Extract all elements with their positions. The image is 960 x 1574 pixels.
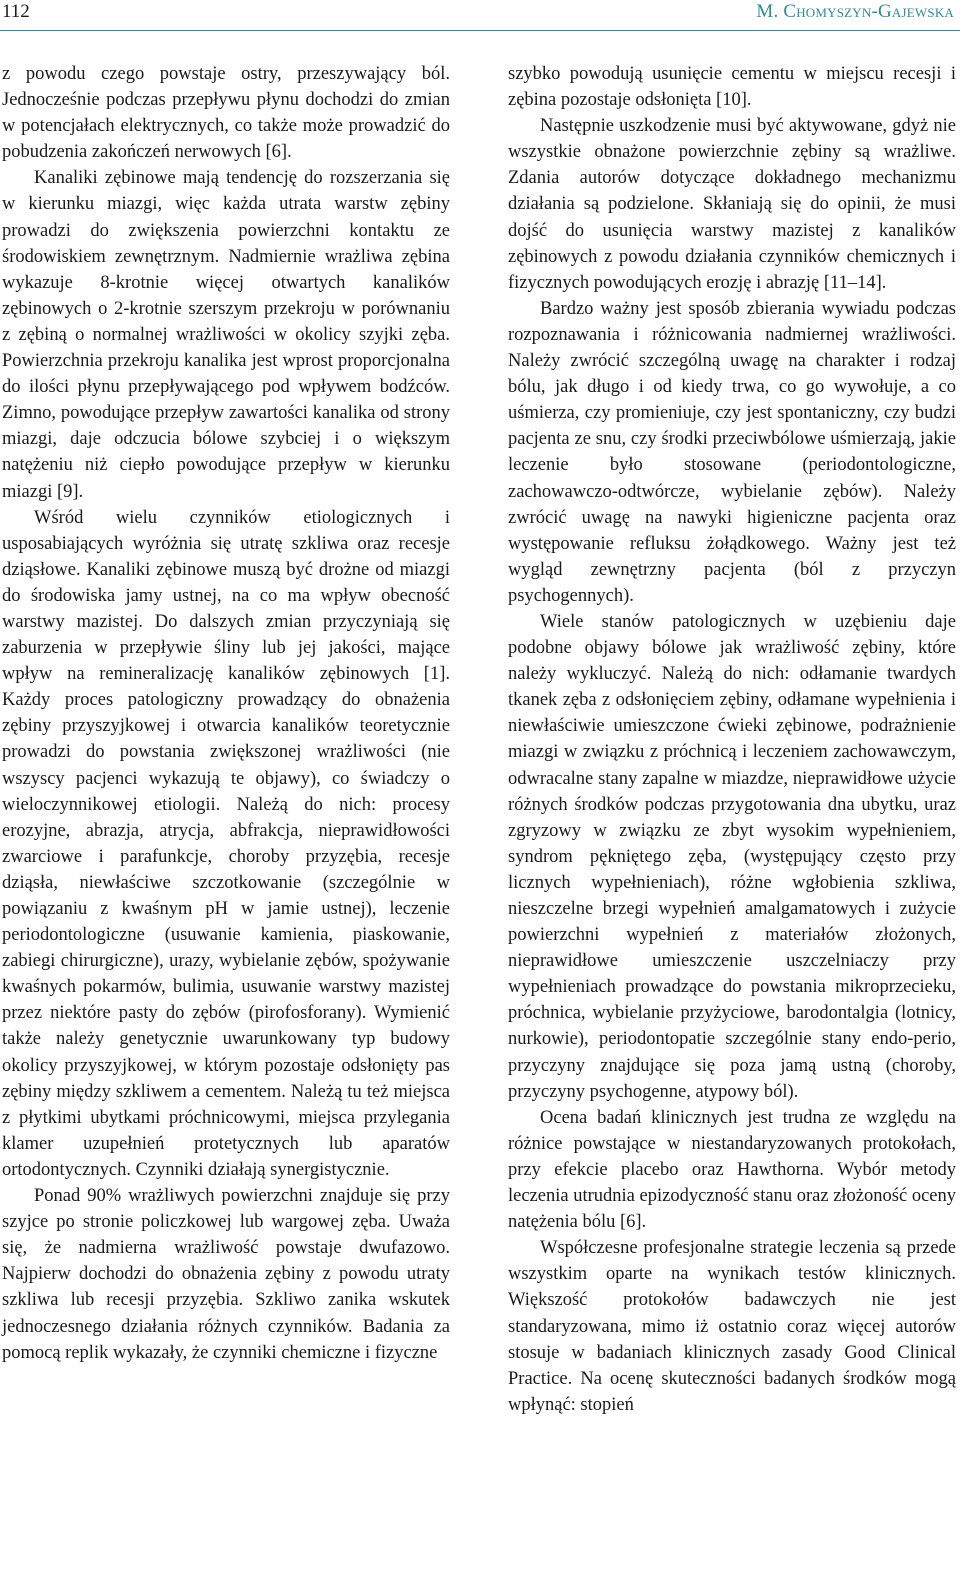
page-header	[0, 0, 960, 26]
paragraph: Ocena badań klinicznych jest trudna ze względu na różnice powstające w niestandaryzowanych protokołach, przy efekcie placebo oraz Hawthorna. Wybór metody leczenia utrudnia epizodyczność stanu oraz złożoność oceny natężenia bólu [6].	[508, 1107, 956, 1233]
paragraph: Ponad 90% wrażliwych powierzchni znajduje się przy szyjce po stronie policzkowej lub wargowej zęba. Uważa się, że nadmierna wrażliwość powstaje dwufazowo. Najpierw dochodzi do obnażenia zębiny z powodu utraty szkliwa lub recesji przyzębia. Szkliwo zanika wskutek jednoczesnego działania różnych czynników. Badania za pomocą replik wykazały, że czynniki chemiczne i fizyczne	[2, 1186, 450, 1363]
paragraph: szybko powodują usunięcie cementu w miejscu recesji i zębina pozostaje odsłonięta [10].	[508, 64, 956, 111]
paragraph: Współczesne profesjonalne strategie leczenia są przede wszystkim oparte na wynikach testów klinicznych. Większość protokołów badawczych nie jest standaryzowana, mimo iż ostatnio coraz więcej autorów stosuje w badaniach klinicznych zasady Good Clinical Practice. Na ocenę skuteczności badanych środków mogą wpłynąć: stopień	[508, 1238, 956, 1415]
paragraph: Wiele stanów patologicznych w uzębieniu daje podobne objawy bólowe jak wrażliwość zębiny, które należy wykluczyć. Należą do nich: odłamanie twardych tkanek zęba z odsłonięciem zębiny, odłamane wypełnienia i niewłaściwie umieszczone ćwieki zębinowe, podrażnienie miazgi w związku z próchnicą i leczeniem zachowawczym, odwracalne stany zapalne w miazdze, nieprawidłowe użycie różnych środków podczas przygotowania dna ubytku, uraz zgryzowy w związku ze zbyt wysokim wypełnieniem, syndrom pękniętego zęba, (występujący często przy licznych wypełnieniach), różne wgłobienia szkliwa, nieszczelne brzegi wypełnień amalgamatowych i zużycie powierzchni wypełnień z materiałów złożonych, nieprawidłowe umieszczenie uszczelniaczy przy wypełnieniach prowadzące do powstania mikroprzecieku, próchnica, wybielanie przyżyciowe, barodontalgia (lotnicy, nurkowie), periodontopatie szczególnie stany endo-perio, przyczyny znajdujące się poza jamą ustną (choroby, przyczyny psychogenne, atypowy ból).	[508, 611, 956, 1102]
header-rule	[0, 30, 960, 31]
paragraph: Bardzo ważny jest sposób zbierania wywiadu podczas rozpoznawania i różnicowania nadmiernej wrażliwości. Należy zwrócić szczególną uwagę na charakter i rodzaj bólu, jak długo i od kiedy trwa, co go wywołuje, a co uśmierza, czy promieniuje, czy jest spontaniczny, czy budzi pacjenta ze snu, czy środki przeciwbólowe uśmierzają, jakie leczenie było stosowane (periodontologiczne, zachowawczo-odtwórcze, wybielanie zębów). Należy zwrócić uwagę na nawyki higieniczne pacjenta oraz występowanie refluksu żołądkowego. Ważny jest też wygląd zewnętrzny pacjenta (ból z przyczyn psychogennych).	[508, 298, 956, 606]
right-column	[508, 61, 956, 1418]
paragraph: Wśród wielu czynników etiologicznych i usposabiających wyróżnia się utratę szkliwa oraz recesje dziąsłowe. Kanaliki zębinowe muszą być drożne od miazgi do środowiska jamy ustnej, na co ma wpływ obecność warstwy mazistej. Do dalszych zmian przyczyniają się zaburzenia w przepływie śliny lub jej jakości, mające wpływ na remineralizację kanalików zębinowych [1]. Każdy proces patologiczny prowadzący do obnażenia zębiny przyszyjkowej i otwarcia kanalików teoretycznie prowadzi do powstania zwiększonej wrażliwości (nie wszyscy pacjenci wykazują te objawy), co świadczy o wieloczynnikowej etiologii. Należą do nich: procesy erozyjne, abrazja, atrycja, abfrakcja, nieprawidłowości zwarciowe i parafunkcje, choroby przyzębia, recesje dziąsła, niewłaściwe szczotkowanie (szczególnie w powiązaniu z kwaśnym pH w jamie ustnej), leczenie periodontologiczne (usuwanie kamienia, piaskowanie, zabiegi chirurgiczne), urazy, wybielanie zębów, spożywanie kwaśnych pokarmów, bulimia, usuwanie warstwy mazistej przez niektóre pasty do zębów (pirofosforany). Wymienić także należy genetycznie uwarunkowany typ budowy okolicy przyszyjkowej, w którym pozostaje odsłonięty pas zębiny między szkliwem a cementem. Należą tu też miejsca z płytkimi ubytkami próchnicowymi, miejsca przylegania klamer uzupełnień protetycznych lub aparatów ortodontycznych. Czynniki działają synergistycznie.	[2, 507, 450, 1180]
paragraph: Następnie uszkodzenie musi być aktywowane, gdyż nie wszystkie obnażone powierzchnie zębiny są wrażliwe. Zdania autorów dotyczące dokładnego mechanizmu działania są podzielone. Skłaniają się do opinii, że musi dojść do usunięcia warstwy mazistej z kanalików zębinowych z powodu działania czynników chemicznych i fizycznych powodujących erozję i abrazję [11–14].	[508, 116, 956, 293]
page-number: 112	[2, 1, 30, 22]
paragraph: z powodu czego powstaje ostry, przeszywający ból. Jednocześnie podczas przepływu płynu dochodzi do zmian w potencjałach elektrycznych, co także może prowadzić do pobudzenia zakończeń nerwowych [6].	[2, 64, 450, 163]
left-column	[2, 61, 450, 1366]
running-head-author: M. Chomyszyn-Gajewska	[756, 1, 954, 22]
paragraph: Kanaliki zębinowe mają tendencję do rozszerzania się w kierunku miazgi, więc każda utrata warstw zębiny prowadzi do zwiększenia powierzchni kontaktu ze środowiskiem zewnętrznym. Nadmiernie wrażliwa zębina wykazuje 8-krotnie więcej otwartych kanalików zębinowych o 2-krotnie szerszym przekroju w porównaniu z zębiną o normalnej wrażliwości w okolicy szyjki zęba. Powierzchnia przekroju kanalika jest wprost proporcjonalna do ilości płynu przepływającego pod wpływem bodźców. Zimno, powodujące przepływ zawartości kanalika od strony miazgi, daje odczucia bólowe szybciej i o większym natężeniu niż ciepło powodujące przepływ w kierunku miazgi [9].	[2, 168, 450, 502]
